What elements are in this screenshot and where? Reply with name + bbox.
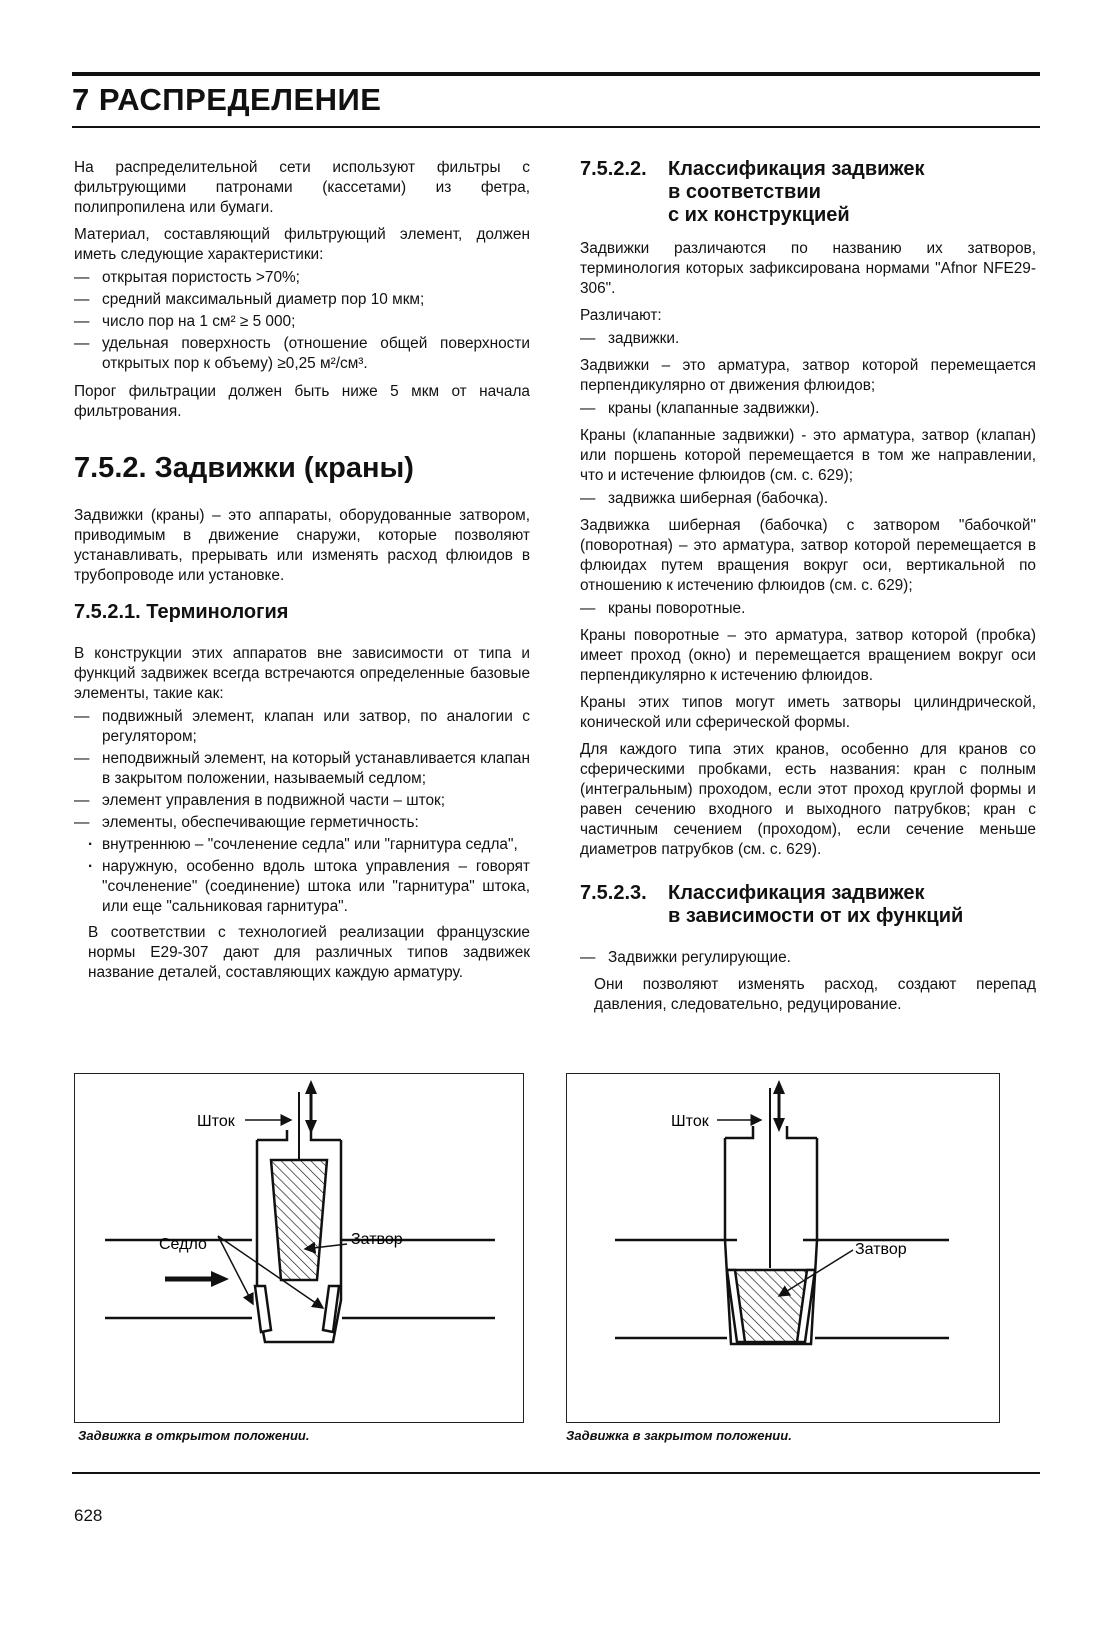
- paragraph: Задвижки – это арматура, затвор которой перемещается перпендикулярно от движения флюидов;: [580, 357, 1036, 394]
- heading-number: 7.5.2.2.: [580, 158, 647, 180]
- list-item: — открытая пористость >70%;: [74, 268, 530, 288]
- figure-caption-closed: Задвижка в закрытом положении.: [566, 1428, 792, 1443]
- label-gate: Затвор: [351, 1231, 403, 1248]
- paragraph-norms: В соответствии с технологией реализации французские нормы E29-307 дают для различных типов задвижек название деталей, составляющих каждую арматуру.: [88, 924, 530, 981]
- list-item: — задвижка шиберная (бабочка).: [580, 489, 1036, 509]
- figure-closed-valve: [566, 1073, 1000, 1423]
- paragraph: Различают:: [580, 307, 662, 324]
- paragraph: Для каждого типа этих кранов, особенно для кранов со сферическими пробками, есть названия: кран с полным (интегральным) проходом, если этот проход круглой формы и равен сечению входного и выходного патрубков; кран с частичным сечением (проходом), если сечение меньше диаметров патрубков (см. с. 629).: [580, 741, 1036, 858]
- left-column: [74, 158, 530, 990]
- list-item: — элемент управления в подвижной части – шток;: [74, 791, 530, 811]
- heading-line: в соответствии: [668, 181, 821, 203]
- top-rule-thick: [72, 72, 1040, 76]
- right-column: [580, 158, 1036, 1022]
- chapter-title: 7 РАСПРЕДЕЛЕНИЕ: [72, 82, 382, 117]
- label-stem: Шток: [671, 1113, 709, 1130]
- label-seat: Седло: [159, 1236, 207, 1253]
- paragraph: Задвижки различаются по названию их затворов, терминология которых зафиксирована нормами "Afnor NFE29-306".: [580, 240, 1036, 297]
- heading-line: с их конструкцией: [668, 204, 850, 226]
- heading-line: в зависимости от их функций: [668, 905, 964, 927]
- paragraph: Они позволяют изменять расход, создают перепад давления, следовательно, редуцирование.: [594, 976, 1036, 1013]
- seat-left: [255, 1286, 271, 1332]
- list-item: — краны поворотные.: [580, 599, 1036, 619]
- list-item: — Задвижки регулирующие.: [580, 948, 1036, 968]
- list-item: — элементы, обеспечивающие герметичность:: [74, 813, 530, 833]
- heading-number: 7.5.2.3.: [580, 882, 647, 904]
- list-item: — краны (клапанные задвижки).: [580, 399, 1036, 419]
- sublist-item: · внутреннюю – "сочленение седла" или "гарнитура седла",: [74, 835, 530, 855]
- list-item: — удельная поверхность (отношение общей поверхности открытых пор к объему) ≥0,25 м²/см³.: [74, 334, 530, 374]
- paragraph-threshold: Порог фильтрации должен быть ниже 5 мкм от начала фильтрования.: [74, 383, 530, 420]
- section-heading-7521: 7.5.2.1. Терминология: [74, 601, 289, 623]
- valve-open-diagram: [75, 1074, 523, 1422]
- paragraph: Задвижка шиберная (бабочка) с затвором "бабочкой" (поворотная) – это арматура, затвор которой перемещается в флюидах путем вращения вокруг оси, вертикальной по отношению к истечению флюидов (см. с. 629);: [580, 517, 1036, 594]
- list-item: — неподвижный элемент, на который устанавливается клапан в закрытом положении, называемый седлом;: [74, 749, 530, 789]
- list-item: — число пор на 1 см² ≥ 5 000;: [74, 312, 530, 332]
- valve-closed-diagram: [567, 1074, 999, 1422]
- figure-open-valve: [74, 1073, 524, 1423]
- list-item: — задвижки.: [580, 329, 1036, 349]
- section-heading-752: 7.5.2. Задвижки (краны): [74, 452, 414, 484]
- paragraph-filters: На распределительной сети используют фильтры с фильтрующими патронами (кассетами) из фетра, полипропилена или бумаги.: [74, 159, 530, 216]
- heading-line: Классификация задвижек: [668, 158, 925, 180]
- paragraph: Краны (клапанные задвижки) - это арматура, затвор (клапан) или поршень которой перемещается в том же направлении, что и истечение флюидов (см. с. 629);: [580, 427, 1036, 484]
- gate-wedge: [271, 1160, 327, 1280]
- chapter-rule: [72, 126, 1040, 128]
- label-stem: Шток: [197, 1113, 235, 1130]
- bottom-rule: [72, 1472, 1040, 1474]
- paragraph-elements: В конструкции этих аппаратов вне зависимости от типа и функций задвижек всегда встречаются определенные базовые элементы, такие как:: [74, 645, 530, 702]
- figure-caption-open: Задвижка в открытом положении.: [78, 1428, 310, 1443]
- label-gate: Затвор: [855, 1241, 907, 1258]
- paragraph: Краны поворотные – это арматура, затвор которой (пробка) имеет проход (окно) и перемещается вращением вокруг оси перпендикулярно к истечению флюидов.: [580, 627, 1036, 684]
- paragraph: Краны этих типов могут иметь затворы цилиндрической, конической или сферической формы.: [580, 694, 1036, 731]
- list-item: — средний максимальный диаметр пор 10 мкм;: [74, 290, 530, 310]
- section-heading-7523: [580, 882, 1036, 928]
- paragraph-material: Материал, составляющий фильтрующий элемент, должен иметь следующие характеристики:: [74, 226, 530, 263]
- sublist-item: · наружную, особенно вдоль штока управления – говорят "сочленение" (соединение) штока или "гарнитура" штока, или еще "сальниковая гарнитура".: [74, 857, 530, 917]
- section-heading-7522: [580, 158, 1036, 227]
- list-item: — подвижный элемент, клапан или затвор, по аналогии с регулятором;: [74, 707, 530, 747]
- heading-line: Классификация задвижек: [668, 882, 925, 904]
- page-number: 628: [74, 1506, 103, 1525]
- paragraph-valves-def: Задвижки (краны) – это аппараты, оборудованные затвором, приводимым в движение снаружи, которые позволяют устанавливать, прерывать или изменять расход флюидов в трубопроводе или установке.: [74, 507, 530, 584]
